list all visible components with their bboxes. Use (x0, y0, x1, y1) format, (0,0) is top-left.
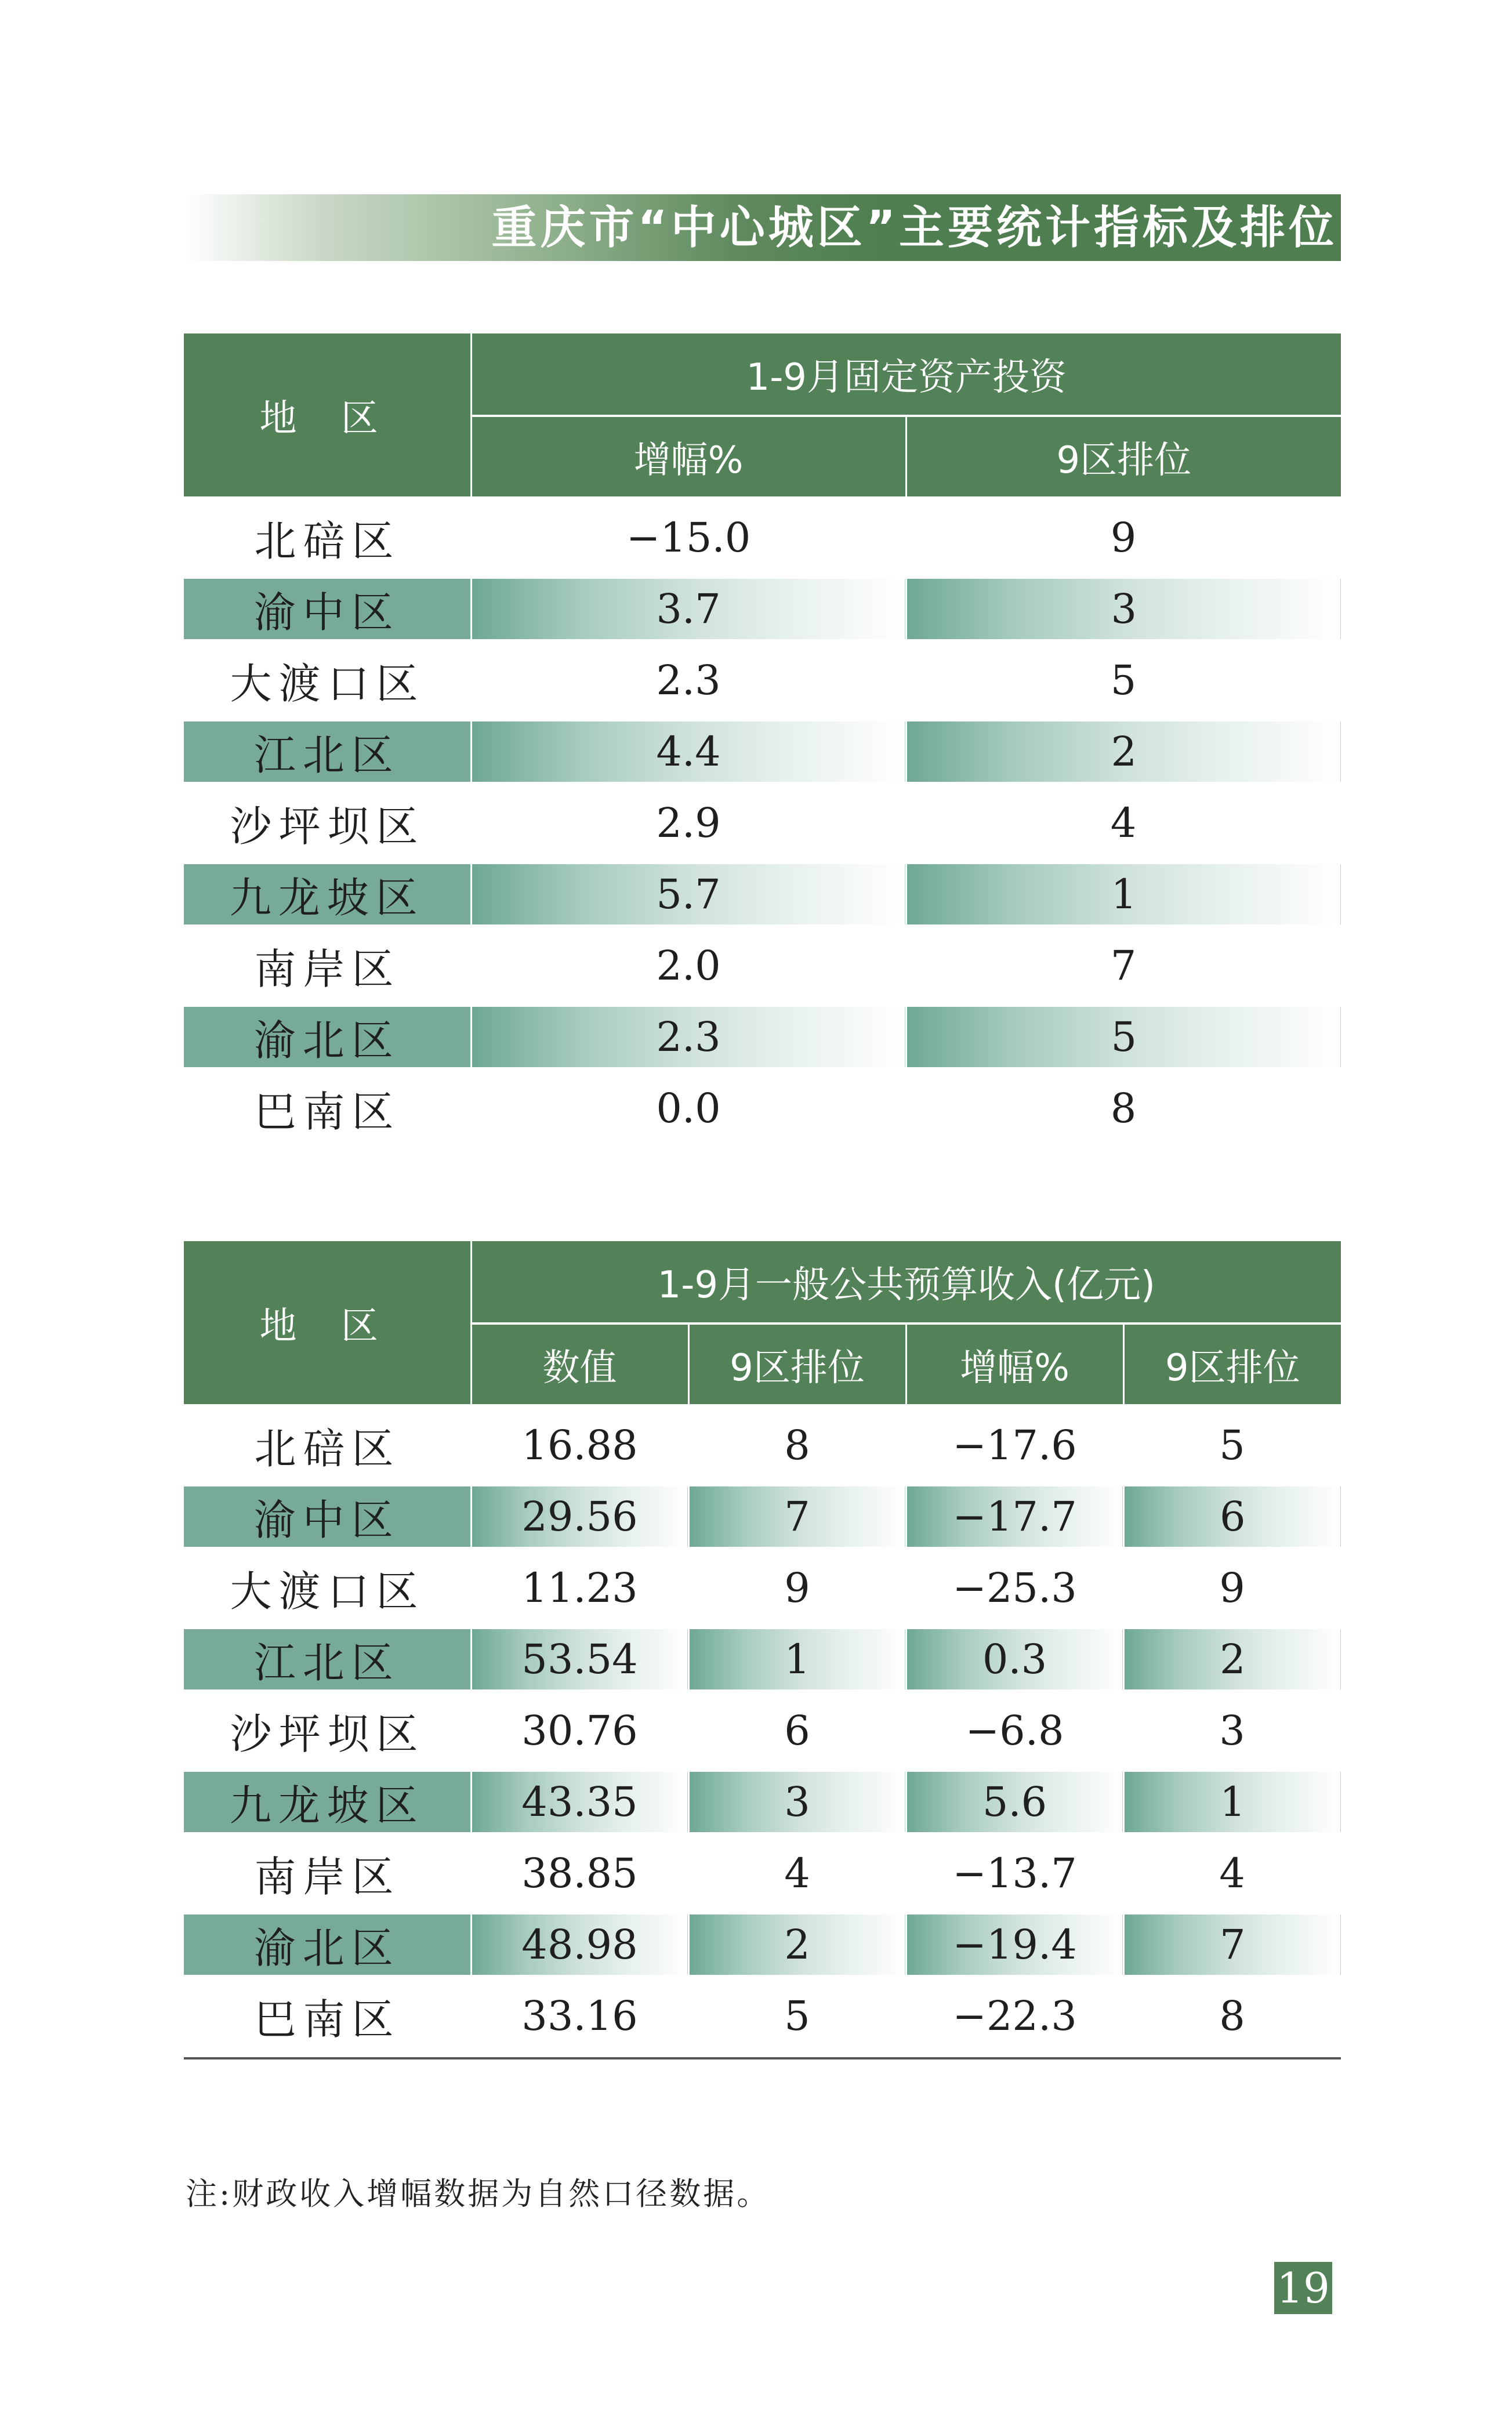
title-bar (184, 194, 1341, 261)
growth-value: 0.3 (906, 1629, 1123, 1689)
growth-value: −17.6 (952, 1422, 1077, 1469)
region-name: 沙坪坝区 (230, 802, 425, 851)
table-row (184, 721, 1341, 782)
revenue-rank: 1 (688, 1629, 906, 1689)
rank-value: 8 (1110, 1085, 1137, 1132)
region-header: 地 区 (184, 333, 471, 496)
growth-value: −6.8 (965, 1707, 1064, 1754)
growth-rank: 3 (1219, 1707, 1245, 1754)
region-name: 沙坪坝区 (230, 1710, 425, 1758)
growth-value: 4.4 (471, 721, 906, 782)
growth-rank: 4 (1219, 1850, 1245, 1897)
rank-value: 2 (906, 721, 1341, 782)
growth-value: −25.3 (952, 1564, 1077, 1612)
page-number: 19 (1274, 2262, 1332, 2314)
group-header: 1-9月固定资产投资 (471, 333, 1341, 416)
growth-rank: 8 (1123, 1975, 1341, 2058)
region-name: 江北区 (184, 721, 471, 782)
revenue-rank: 3 (688, 1772, 906, 1832)
growth-value: 2.0 (656, 942, 721, 989)
revenue-rank: 5 (688, 1975, 906, 2058)
table-row (184, 1007, 1341, 1067)
region-name: 南岸区 (254, 945, 401, 993)
growth-value: 2.9 (656, 799, 721, 847)
revenue-rank: 8 (784, 1422, 810, 1469)
table-row (184, 1832, 1341, 1915)
rank-value: 7 (1110, 942, 1137, 989)
table-row (184, 1486, 1341, 1547)
rank-value: 9 (1110, 514, 1137, 561)
revenue-value: 16.88 (521, 1422, 638, 1469)
region-name: 渝北区 (184, 1915, 471, 1975)
revenue-value: 33.16 (471, 1975, 688, 2058)
growth-value: −17.7 (906, 1486, 1123, 1547)
table-row (184, 1772, 1341, 1832)
group-header: 1-9月一般公共预算收入(亿元) (471, 1241, 1341, 1324)
growth-value: 5.6 (906, 1772, 1123, 1832)
rank-value: 3 (906, 579, 1341, 639)
page-title: 重庆市“中心城区”主要统计指标及排位 (491, 202, 1337, 254)
growth-value: 2.3 (656, 657, 721, 704)
column-header: 9区排位 (1123, 1324, 1341, 1404)
rank-value: 5 (1110, 657, 1137, 704)
rank-value: 4 (1110, 799, 1137, 847)
table-row (184, 782, 1341, 864)
region-name: 巴南区 (254, 1087, 401, 1136)
table-row (184, 1689, 1341, 1772)
table-row (184, 1067, 1341, 1150)
column-header: 9区排位 (688, 1324, 906, 1404)
footnote: 注:财政收入增幅数据为自然口径数据。 (186, 2175, 771, 2212)
table-row (184, 1404, 1341, 1486)
region-name: 渝中区 (184, 579, 471, 639)
growth-rank: 7 (1123, 1915, 1341, 1975)
region-name: 九龙坡区 (184, 864, 471, 924)
table-row (184, 1915, 1341, 1975)
table-row (184, 1547, 1341, 1629)
growth-rank: 5 (1219, 1422, 1245, 1469)
growth-value: 3.7 (471, 579, 906, 639)
revenue-rank: 7 (688, 1486, 906, 1547)
revenue-value: 11.23 (521, 1564, 638, 1612)
public-budget-revenue-table (184, 1241, 1341, 2059)
table-row (184, 864, 1341, 924)
rank-value: 5 (906, 1007, 1341, 1067)
growth-rank: 1 (1123, 1772, 1341, 1832)
fixed-asset-investment-table (184, 333, 1341, 1150)
revenue-value: 53.54 (471, 1629, 688, 1689)
growth-rank: 9 (1219, 1564, 1245, 1612)
revenue-value: 48.98 (471, 1915, 688, 1975)
region-name: 九龙坡区 (184, 1772, 471, 1832)
column-header: 增幅% (471, 416, 906, 496)
growth-rank: 6 (1123, 1486, 1341, 1547)
rank-value: 1 (906, 864, 1341, 924)
revenue-value: 29.56 (471, 1486, 688, 1547)
growth-rank: 2 (1123, 1629, 1341, 1689)
region-name: 巴南区 (184, 1975, 471, 2058)
growth-value: 2.3 (471, 1007, 906, 1067)
revenue-rank: 9 (784, 1564, 810, 1612)
revenue-rank: 2 (688, 1915, 906, 1975)
table-row (184, 579, 1341, 639)
region-name: 江北区 (184, 1629, 471, 1689)
table-row (184, 1629, 1341, 1689)
growth-value: −19.4 (906, 1915, 1123, 1975)
region-name: 北碚区 (254, 1424, 401, 1473)
growth-value: −22.3 (906, 1975, 1123, 2058)
revenue-value: 30.76 (521, 1707, 638, 1754)
growth-value: −15.0 (626, 514, 751, 561)
region-name: 渝北区 (184, 1007, 471, 1067)
region-header: 地 区 (184, 1241, 471, 1404)
growth-value: 5.7 (471, 864, 906, 924)
table-row (184, 496, 1341, 579)
revenue-rank: 6 (784, 1707, 810, 1754)
column-header: 数值 (471, 1324, 688, 1404)
growth-value: −13.7 (952, 1850, 1077, 1897)
table-row (184, 639, 1341, 721)
growth-value: 0.0 (656, 1085, 721, 1132)
table-row (184, 924, 1341, 1007)
region-name: 南岸区 (254, 1852, 401, 1901)
revenue-value: 43.35 (471, 1772, 688, 1832)
revenue-value: 38.85 (521, 1850, 638, 1897)
region-name: 大渡口区 (230, 1567, 425, 1616)
column-header: 增幅% (906, 1324, 1123, 1404)
region-name: 北碚区 (254, 517, 401, 565)
revenue-rank: 4 (784, 1850, 810, 1897)
region-name: 大渡口区 (230, 659, 425, 708)
region-name: 渝中区 (184, 1486, 471, 1547)
table-row (184, 1975, 1341, 2058)
column-header: 9区排位 (906, 416, 1341, 496)
